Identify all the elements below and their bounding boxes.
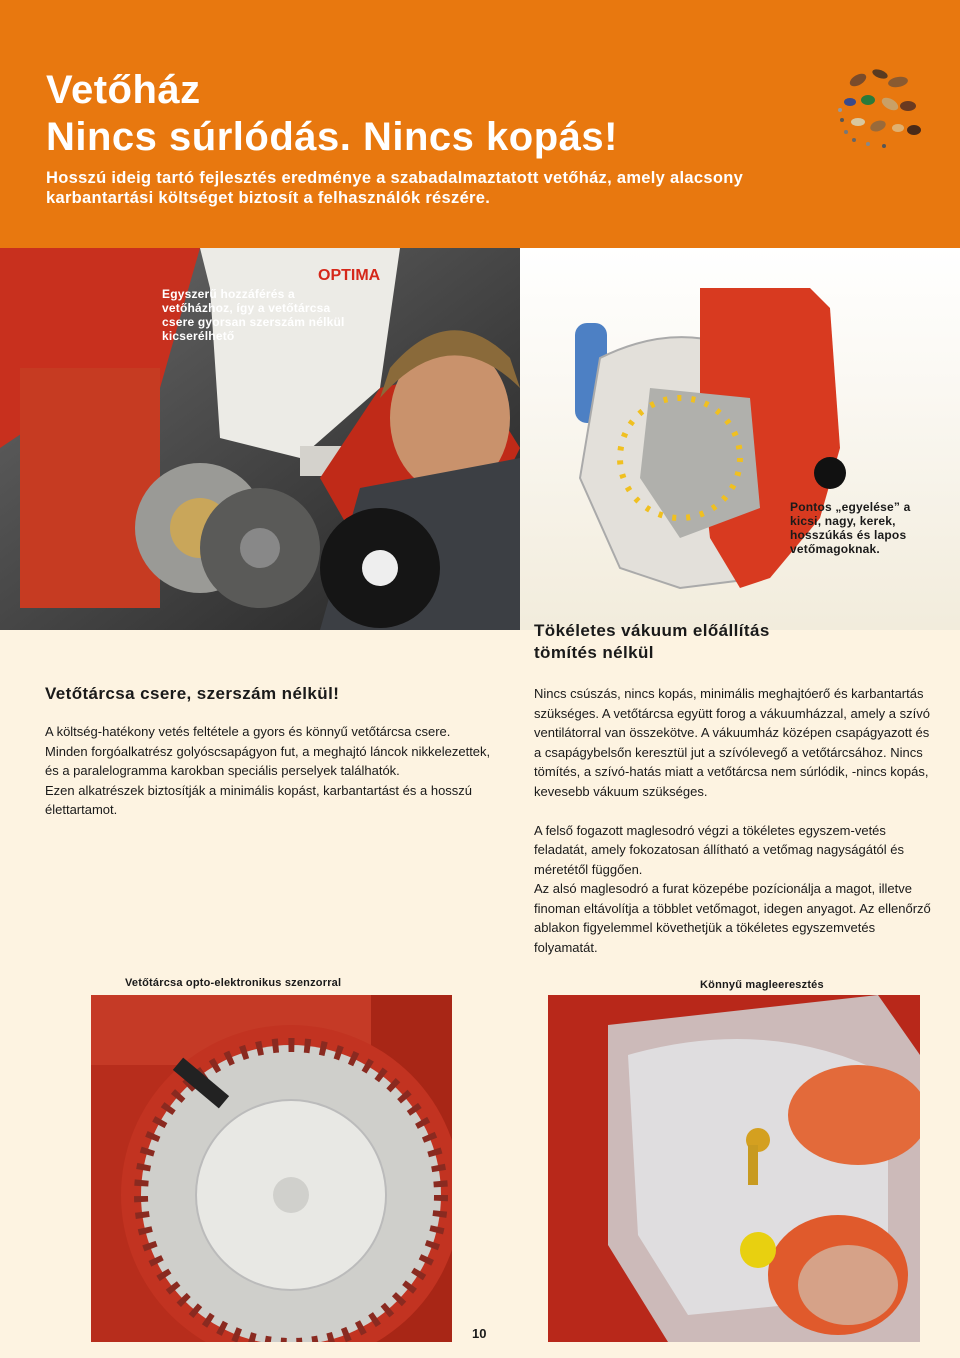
seed-release-photo — [548, 995, 920, 1342]
paragraph: Ezen alkatrészek biztosítják a minimális kopást, karbantartást és a hosszú élettartamot. — [45, 782, 473, 817]
seeds-image — [828, 60, 928, 156]
vacuum-heading-line1: Tökéletes vákuum előállítás — [534, 621, 770, 640]
header-banner — [0, 0, 960, 248]
seed-release-photo-label: Könnyű magleeresztés — [700, 979, 824, 991]
paragraph: A felső fogazott maglesodró végzi a tökéletes egyszem-vetés feladatát, amely fokozatosan állítható a vetőmag nagyságától és méretétől függően. — [534, 822, 905, 877]
paragraph: A költség-hatékony vetés feltétele a gyors és könnyű vetőtárcsa csere. — [45, 724, 451, 739]
page-subtitle: Hosszú ideig tartó fejlesztés eredménye a szabadalmaztatott vetőház, amely alacsony karbantartási költséget biztosít a felhasználók részére. — [46, 169, 744, 207]
paragraph: Minden forgóalkatrész golyóscsapágyon fut, a meghajtó láncok nikkelezettek, és a paralelogramma karokban speciális perselyek találhatók. — [45, 743, 491, 778]
photo-caption-singulation: Pontos „egyelése” a kicsi, nagy, kerek, hosszúkás és lapos vetőmagoknak. — [790, 500, 911, 556]
sensor-photo-label: Vetőtárcsa opto-elektronikus szenzorral — [125, 977, 342, 989]
sensor-disc-photo — [91, 995, 452, 1342]
vacuum-heading — [534, 620, 770, 664]
disc-change-text — [45, 722, 505, 820]
disc-change-heading: Vetőtárcsa csere, szerszám nélkül! — [45, 684, 340, 703]
optima-brand: OPTIMA — [318, 267, 381, 284]
page-title-secondary: Nincs súrlódás. Nincs kopás! — [46, 115, 618, 159]
page-number: 10 — [472, 1326, 487, 1341]
paragraph: Nincs csúszás, nincs kopás, minimális meghajtóerő és karbantartás szükséges. A vetőtárcsa együtt forog a vákuumházzal, amely a szívó ventilátorral van összekötve. A vákuumház középen csapágyazott és a csapágybelsőn keresztül jut a szívólevegő a vetőtárcsához. Nincs tömítés, a szívó-hatás miatt a vetőtárcsa nem súrlódik, -nincs kopás, kevesebb vákuum szükséges. — [534, 686, 930, 799]
page-title: Vetőház — [46, 68, 201, 112]
vacuum-text — [534, 684, 934, 957]
seed-housing-photo — [0, 248, 960, 630]
vacuum-heading-line2: tömítés nélkül — [534, 643, 654, 662]
photo-caption-access: Egyszerű hozzáférés a vetőházhoz, így a vetőtárcsa csere gyorsan szerszám nélkül kicserélhető — [162, 287, 345, 343]
paragraph: Az alsó maglesodró a furat közepébe pozícionálja a magot, illetve finoman eltávolítja a többlet vetőmagot, idegen anyagot. Az ellenőrző ablakon figyelemmel követhetjük a tökéletes egyszemvetés folyamatát. — [534, 881, 931, 955]
